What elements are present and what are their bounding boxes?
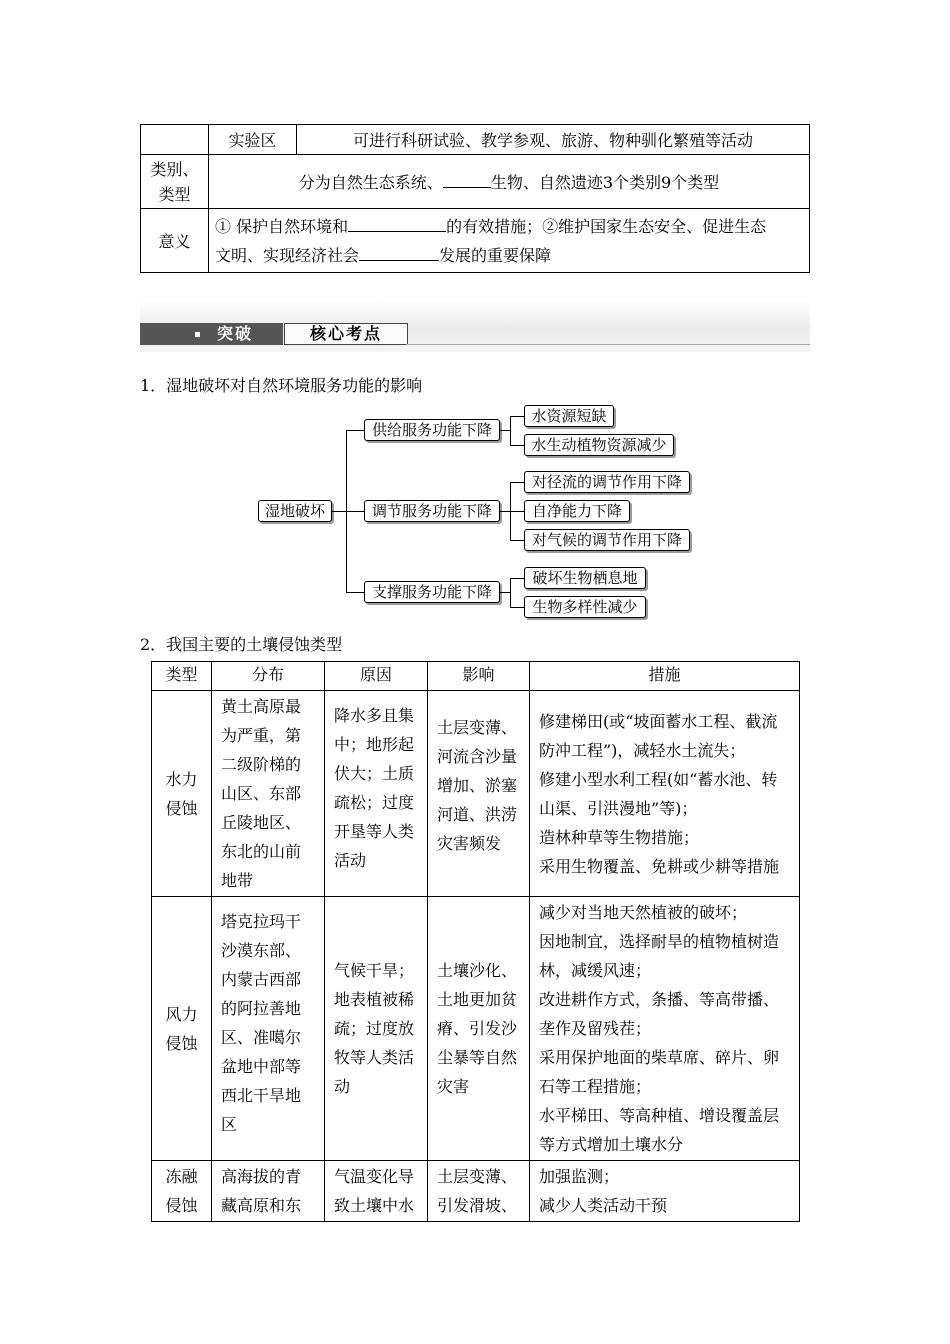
column-header: 措施: [530, 662, 800, 691]
connector: [500, 511, 510, 512]
connector: [346, 511, 364, 512]
distribution-cell: 高海拔的青藏高原和东: [212, 1161, 325, 1222]
distribution-cell: 黄土高原最为严重，第二级阶梯的山区、东部丘陵地区、东北的山前地带: [212, 691, 325, 897]
table-cell: [141, 155, 209, 209]
type-cell: 冻融 侵蚀: [152, 1161, 212, 1222]
connector: [510, 578, 511, 607]
connector: [500, 592, 510, 593]
table-row: [141, 125, 810, 155]
connector: [500, 430, 510, 431]
fill-blank: [348, 217, 446, 232]
effect-cell: 土层变薄、河流含沙量增加、淤塞河道、洪涝灾害频发: [428, 691, 530, 897]
table-cell: 意义: [141, 209, 209, 273]
table-cell: 可进行科研试验、教学参观、旅游、物种驯化繁殖等活动: [297, 125, 810, 155]
cause-cell: 气温变化导致土壤中水: [325, 1161, 428, 1222]
diagram-leaf-node: 水资源短缺: [524, 405, 614, 427]
table-cell: ① 保护自然环境和 的有效措施；②维护国家生态安全、促进生态 文明、实现经济社会 发展的重要保障: [209, 209, 810, 273]
fill-blank: [443, 173, 491, 188]
diagram-leaf-node: 水生动植物资源减少: [524, 434, 674, 456]
column-header: 类型: [152, 662, 212, 691]
square-bullet-icon: [195, 332, 200, 337]
reserve-table: [140, 124, 810, 273]
cause-cell: 气候干旱；地表植被稀疏；过度放牧等人类活动: [325, 897, 428, 1161]
diagram-leaf-node: 破坏生物栖息地: [524, 567, 646, 589]
table-row: [152, 897, 800, 1161]
section-heading: 2．我国主要的土壤侵蚀类型: [140, 635, 343, 654]
connector: [510, 540, 524, 541]
table-row: [141, 209, 810, 273]
connector: [510, 416, 511, 445]
connector: [510, 578, 524, 579]
fill-blank: [359, 246, 439, 261]
diagram-leaf-node: 自净能力下降: [524, 500, 630, 522]
section-banner-right: 核心考点: [284, 323, 408, 345]
column-header: 影响: [428, 662, 530, 691]
connector: [332, 511, 346, 512]
measures-cell: 减少对当地天然植被的破坏； 因地制宜，选择耐旱的植物植树造林，减缓风速； 改进耕作方式，条播、等高带播、垄作及留残茬； 采用保护地面的柴草席、碎片、卵石等工程措施； 水平梯田、等高种植、增设覆盖层等方式增加土壤水分: [530, 897, 800, 1161]
measures-cell: 修建梯田(或“坡面蓄水工程、截流防冲工程”)，减轻水土流失； 修建小型水利工程(如“蓄水池、转山渠、引洪漫地”等)； 造林种草等生物措施； 采用生物覆盖、免耕或少耕等措施: [530, 691, 800, 897]
column-header: 原因: [325, 662, 428, 691]
erosion-table: [151, 661, 800, 1222]
type-cell: 风力 侵蚀: [152, 897, 212, 1161]
table-header-row: [152, 662, 800, 691]
row-label: 类型: [158, 184, 191, 204]
connector: [510, 511, 524, 512]
column-header: 分布: [212, 662, 325, 691]
type-cell: 水力 侵蚀: [152, 691, 212, 897]
table-row: [152, 1161, 800, 1222]
table-row: [141, 155, 810, 209]
table-cell: [141, 125, 209, 155]
section-heading: 1．湿地破坏对自然环境服务功能的影响: [140, 376, 423, 395]
connector: [346, 592, 364, 593]
connector: [510, 482, 524, 483]
diagram-branch-node: 供给服务功能下降: [364, 419, 500, 441]
table-cell: 实验区: [209, 125, 297, 155]
cause-cell: 降水多且集中；地形起伏大；土质疏松；过度开垦等人类活动: [325, 691, 428, 897]
table-row: [152, 691, 800, 897]
connector: [346, 430, 364, 431]
divider: [406, 344, 810, 345]
connector: [510, 416, 524, 417]
effect-cell: 土壤沙化、土地更加贫瘠、引发沙尘暴等自然灾害: [428, 897, 530, 1161]
diagram-leaf-node: 对气候的调节作用下降: [524, 529, 690, 551]
table-cell: 分为自然生态系统、 生物、自然遗迹3个类别9个类型: [209, 155, 810, 209]
distribution-cell: 塔克拉玛干沙漠东部、内蒙古西部的阿拉善地区、准噶尔盆地中部等西北干旱地区: [212, 897, 325, 1161]
diagram-branch-node: 调节服务功能下降: [364, 500, 500, 522]
section-banner-left: 突破: [140, 323, 283, 345]
diagram-root-node: 湿地破坏: [258, 500, 332, 522]
effect-cell: 土层变薄、引发滑坡、: [428, 1161, 530, 1222]
row-label: 类别、: [150, 159, 199, 179]
diagram-leaf-node: 生物多样性减少: [524, 596, 646, 618]
connector: [510, 607, 524, 608]
measures-cell: 加强监测； 减少人类活动干预: [530, 1161, 800, 1222]
diagram-branch-node: 支撑服务功能下降: [364, 581, 500, 603]
connector: [510, 445, 524, 446]
diagram-leaf-node: 对径流的调节作用下降: [524, 471, 690, 493]
